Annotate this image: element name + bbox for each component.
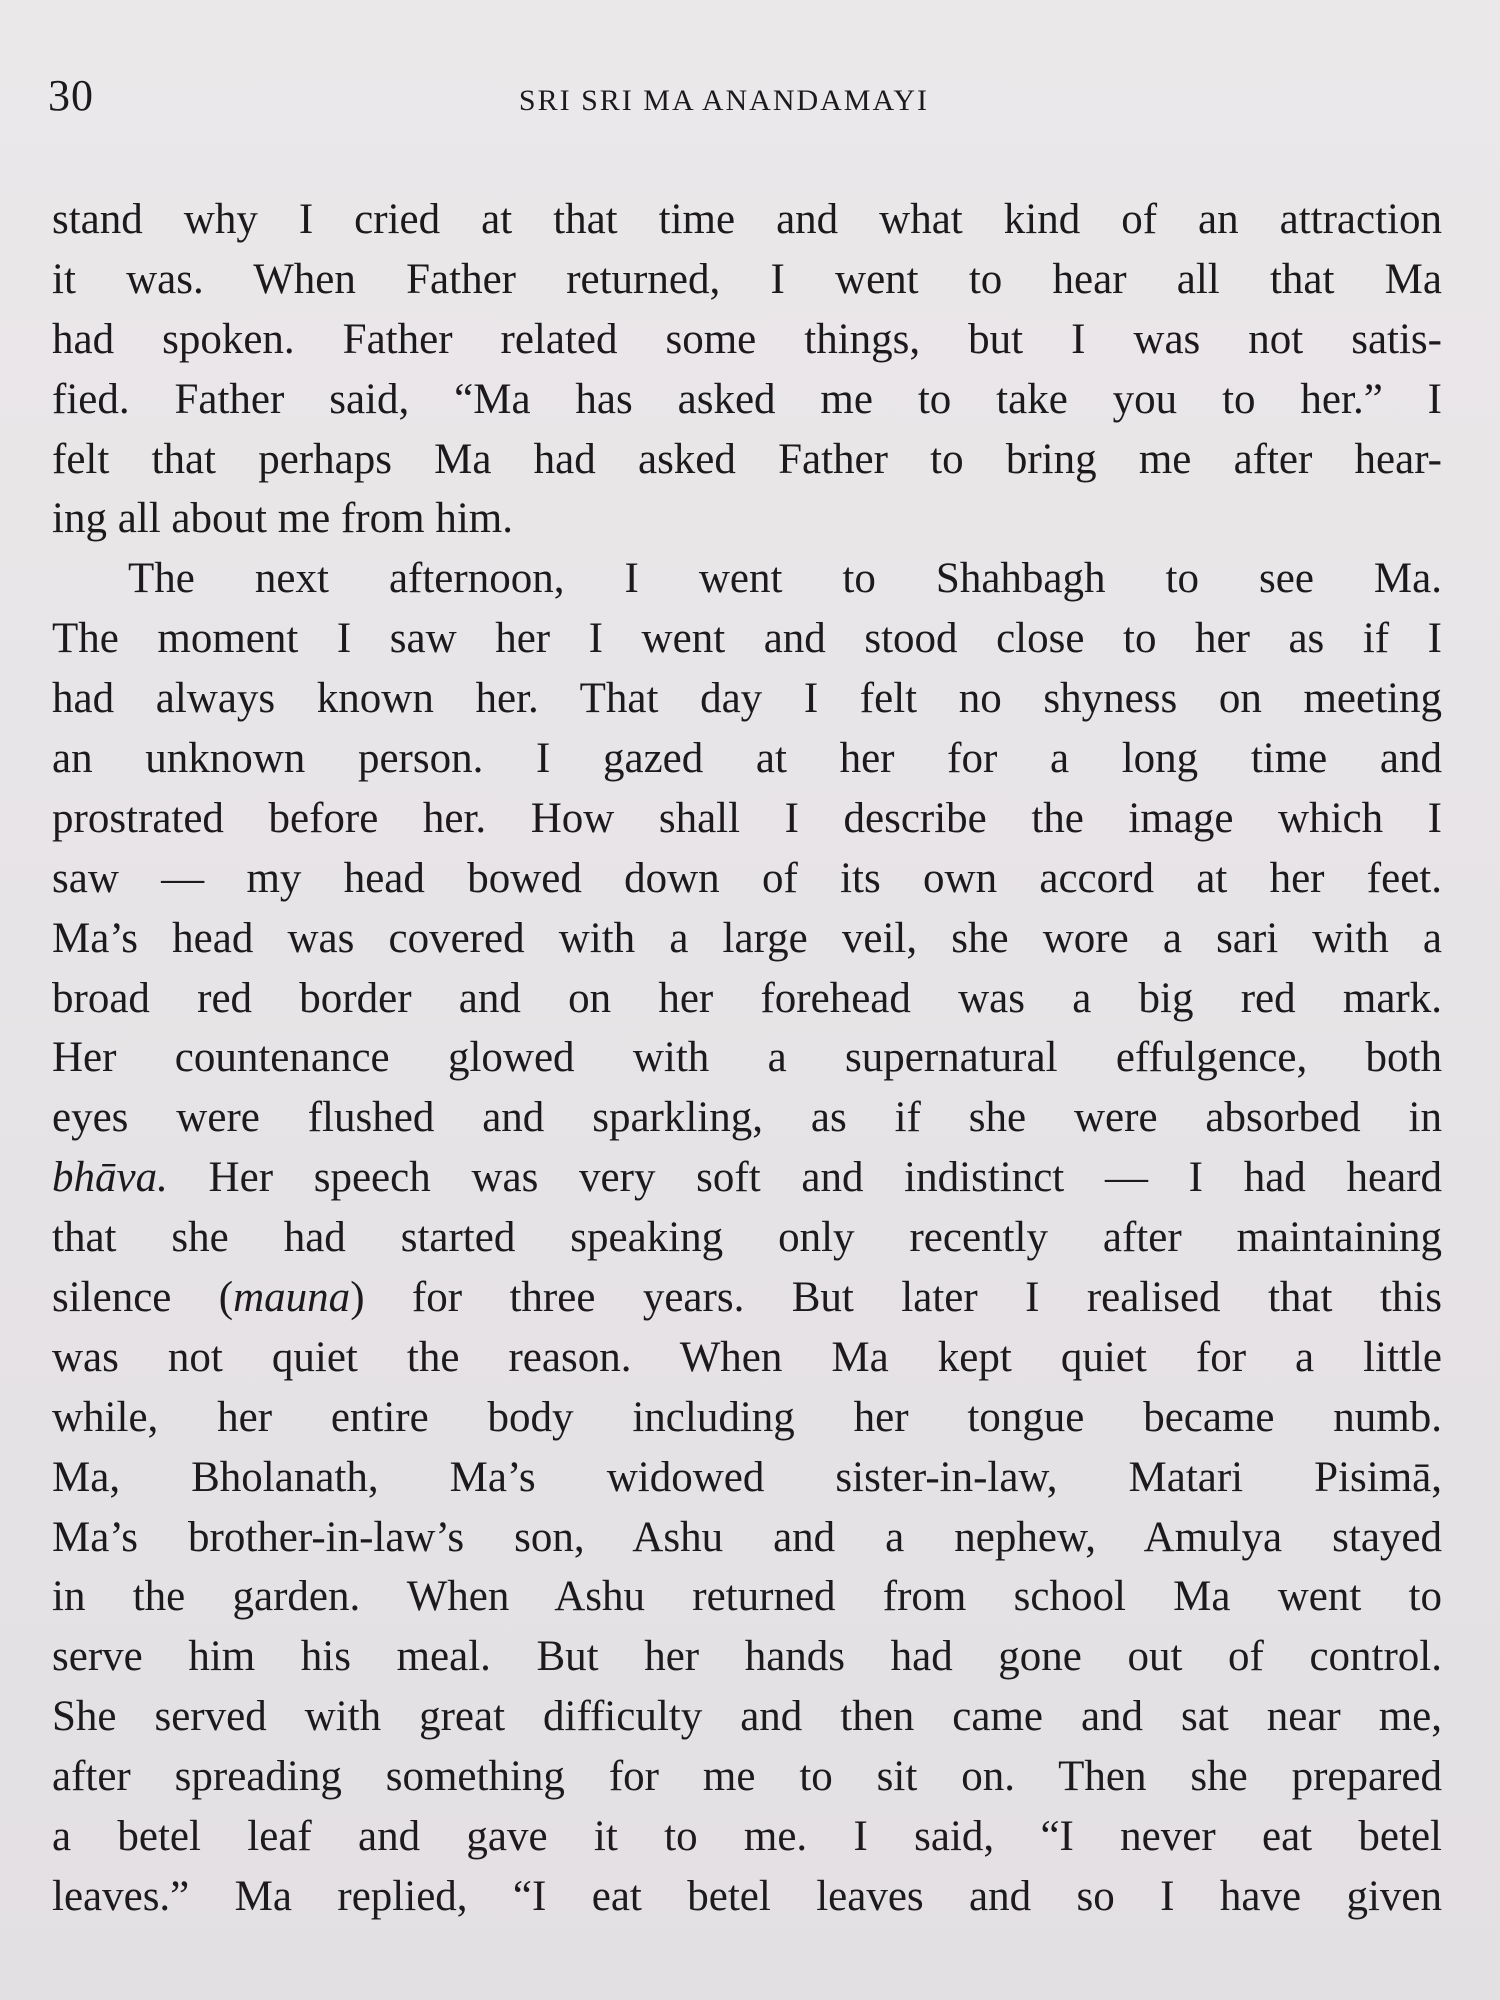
text-fragment: Her speech was very soft and indistinct — I had heard <box>167 1154 1442 1202</box>
text-line: The next afternoon, I went to Shahbagh to see Ma. <box>128 555 1442 603</box>
text-line: ing all about me from him. <box>52 495 513 543</box>
text-line: Ma, Bholanath, Ma’s widowed sister-in-law, Matari Pisimā, <box>52 1453 1442 1501</box>
text-line: that she had started speaking only recently after maintaining <box>52 1214 1442 1262</box>
text-line: an unknown person. I gazed at her for a long time and <box>52 735 1442 783</box>
text-line: stand why I cried at that time and what kind of an attraction <box>52 196 1442 243</box>
text-line: a betel leaf and gave it to me. I said, “I never eat betel <box>52 1813 1442 1861</box>
text-line: She served with great difficulty and then came and sat near me, <box>52 1693 1442 1741</box>
body-text <box>52 190 1442 1927</box>
running-title: SRI SRI MA ANANDAMAYI <box>518 84 930 117</box>
text-line: serve him his meal. But her hands had gone out of control. <box>52 1633 1442 1681</box>
text-line: had always known her. That day I felt no shyness on meeting <box>52 675 1442 723</box>
text-line: was not quiet the reason. When Ma kept quiet for a little <box>52 1333 1442 1381</box>
text-line: Ma’s head was covered with a large veil, she wore a sari with a <box>52 914 1442 962</box>
text-fragment: ) for three years. But later I realised that this <box>350 1274 1442 1322</box>
text-line: it was. When Father returned, I went to hear all that Ma <box>52 255 1442 303</box>
text-line: after spreading something for me to sit on. Then she prepared <box>52 1753 1442 1801</box>
italic-term-bhava: bhāva. <box>52 1154 168 1202</box>
text-line: Her countenance glowed with a supernatural effulgence, both <box>52 1034 1442 1082</box>
text-line: felt that perhaps Ma had asked Father to bring me after hear- <box>52 435 1442 483</box>
text-line-bhava <box>52 1148 1442 1208</box>
text-line: The moment I saw her I went and stood close to her as if I <box>52 615 1442 663</box>
text-line: prostrated before her. How shall I describe the image which I <box>52 794 1442 842</box>
text-line: Ma’s brother-in-law’s son, Ashu and a nephew, Amulya stayed <box>52 1513 1442 1561</box>
italic-term-mauna: mauna <box>233 1274 351 1322</box>
text-line: in the garden. When Ashu returned from school Ma went to <box>52 1573 1442 1621</box>
text-line-mauna <box>52 1268 1442 1328</box>
text-line: fied. Father said, “Ma has asked me to take you to her.” I <box>52 375 1442 423</box>
text-line: saw — my head bowed down of its own accord at her feet. <box>52 854 1442 902</box>
text-line: broad red border and on her forehead was a big red mark. <box>52 974 1442 1022</box>
page-header <box>48 70 1440 130</box>
text-line: leaves.” Ma replied, “I eat betel leaves and so I have given <box>52 1872 1442 1920</box>
text-line: eyes were flushed and sparkling, as if she were absorbed in <box>52 1094 1442 1142</box>
text-line: had spoken. Father related some things, but I was not satis- <box>52 315 1442 363</box>
text-line: while, her entire body including her tongue became numb. <box>52 1393 1442 1441</box>
page-number: 30 <box>48 71 94 120</box>
text-fragment: silence ( <box>52 1274 234 1322</box>
